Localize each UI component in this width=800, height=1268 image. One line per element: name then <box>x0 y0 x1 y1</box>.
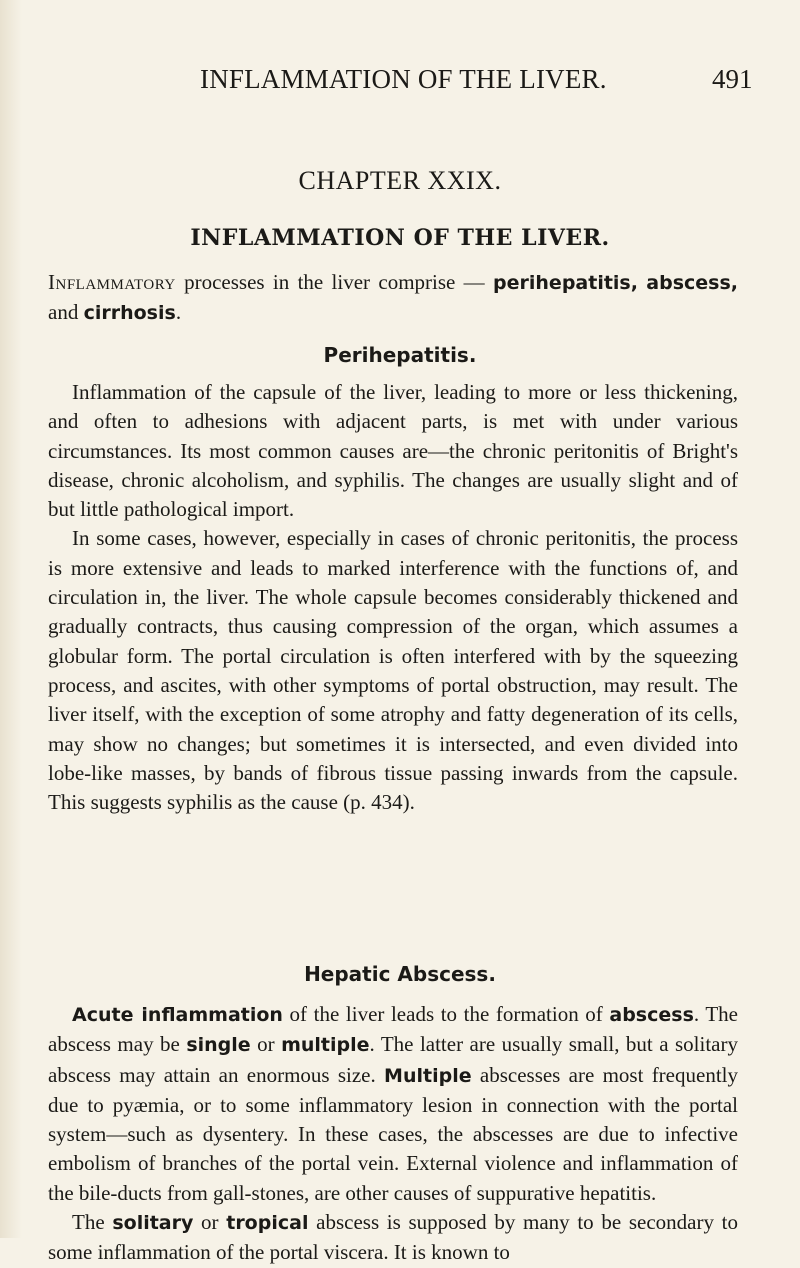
abscess-paragraph-1 <box>48 1000 738 1208</box>
perihepatitis-paragraph-2: In some cases, however, especially in cases of chronic peritonitis, the process is more extensive and leads to marked interference with the functions of, and circulation in, the liver. The whole capsule becomes considerably thickened and gradually contracts, thus causing compression of the organ, which assumes a globular form. The portal circulation is often interfered with by the squeezing process, and ascites, with other symptoms of portal obstruction, may result. The liver itself, with the exception of some atrophy and fatty degeneration of its cells, may show no changes; but sometimes it is intersected, and even divided into lobe-like masses, by bands of fibrous tissue passing inwards from the capsule. This suggests syphilis as the cause (p. 434). <box>48 526 738 815</box>
term-tropical: tropical <box>226 1212 309 1235</box>
perihepatitis-paragraph-1: Inflammation of the capsule of the liver, leading to more or less thickening, and often to adhesions with adjacent parts, is met with under various circumstances. Its most common causes are—the chronic peritonitis of Bright's disease, chronic alcoholism, and syphilis. The changes are usually slight and of but little pathological import. <box>48 380 738 522</box>
abscess-text: . The latter are usually small, but a solitary abscess may attain an enormous size. <box>48 1032 738 1087</box>
intro-text-1: processes in the liver comprise — <box>175 270 494 294</box>
abscess-text: . The abscess may be <box>48 1002 738 1057</box>
hepatic-abscess-section <box>48 1000 738 1268</box>
section-heading-hepatic-abscess: Hepatic Abscess. <box>304 962 496 986</box>
abscess-text: abscesses are most frequently due to pyæmia, or to some inflammatory lesion in connection with the portal system—such as dysentery. In these cases, the abscesses are due to infective embolism of branches of the portal vein. External violence and inflammation of the bile-ducts from gall-stones, are other causes of suppurative hepatitis. <box>48 1062 738 1205</box>
term-acute-inflammation: Acute inflammation <box>72 1004 283 1026</box>
term-cirrhosis: cirrhosis <box>83 302 176 325</box>
intro-lead: Inflammatory <box>48 270 176 294</box>
page-number: 491 <box>712 64 753 94</box>
chapter-title: INFLAMMATION OF THE LIVER. <box>190 225 610 251</box>
term-multiple: multiple <box>281 1034 370 1057</box>
abscess-text: of the liver leads to the formation of <box>282 1002 610 1026</box>
term-single: single <box>186 1034 251 1057</box>
abscess-text: or <box>193 1210 227 1235</box>
term-abscess-2: abscess <box>609 1004 694 1026</box>
running-head-title: INFLAMMATION OF THE LIVER. <box>200 64 607 94</box>
intro-text-3: . <box>175 300 182 325</box>
chapter-number: CHAPTER XXIX. <box>298 166 502 195</box>
perihepatitis-section <box>48 378 738 817</box>
term-multiple-2: Multiple <box>384 1064 472 1087</box>
term-abscess: abscess, <box>646 272 739 294</box>
abscess-text: abscess is supposed by many to be secondary to some inflammation of the portal viscera. It is known to <box>48 1210 738 1265</box>
intro-text-2: and <box>48 300 84 325</box>
abscess-text: The <box>72 1210 113 1235</box>
running-head <box>0 64 800 104</box>
term-perihepatitis: perihepatitis, <box>493 272 638 294</box>
abscess-text: or <box>250 1032 282 1057</box>
intro-paragraph <box>48 268 738 329</box>
term-solitary: solitary <box>112 1212 194 1235</box>
section-heading-perihepatitis: Perihepatitis. <box>323 343 477 367</box>
